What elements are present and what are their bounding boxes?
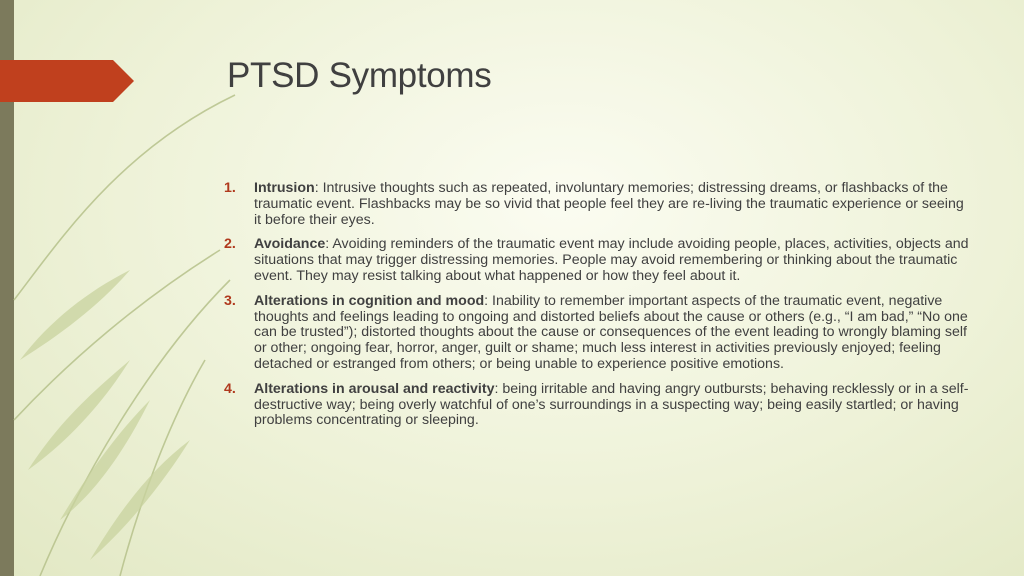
item-description: : Inability to remember important aspects of the traumatic event, negative thoughts and feelings leading to ongoing and distorted beliefs about the cause or others (e.g., “I am bad,” “No one can be trusted”); distorted thoughts about the cause or consequences of the event leading to wrongly blaming self or other; ongoing fear, horror, anger, guilt or shame; much less interest in activities previously enjoyed; feeling detached or estranged from others; or being unable to experience positive emotions. — [254, 292, 968, 372]
list-item — [224, 382, 969, 429]
item-number: 2. — [224, 236, 236, 253]
item-term: Alterations in arousal and reactivity — [254, 380, 495, 397]
item-term: Alterations in cognition and mood — [254, 292, 485, 309]
list-item — [224, 237, 969, 284]
list-item — [224, 181, 969, 228]
leaf-shape — [20, 270, 130, 360]
leaf-shape — [90, 440, 190, 560]
symptom-list — [224, 181, 969, 438]
stem-line — [14, 250, 220, 420]
stem-line — [14, 95, 235, 300]
list-item — [224, 294, 969, 373]
title-accent-arrow — [0, 60, 134, 102]
item-number: 4. — [224, 380, 236, 397]
item-term: Intrusion — [254, 180, 315, 196]
item-number: 1. — [224, 180, 236, 196]
stem-line — [120, 360, 205, 576]
item-description: : being irritable and having angry outbursts; behaving recklessly or in a self-destructive way; being overly watchful of one’s surroundings in a suspecting way; being easily startled; or having problems concentrating or sleeping. — [254, 380, 969, 429]
item-number: 3. — [224, 292, 236, 309]
item-term: Avoidance — [254, 236, 326, 253]
leaf-shape — [28, 360, 130, 470]
item-description: : Intrusive thoughts such as repeated, involuntary memories; distressing dreams, or flashbacks of the traumatic event. Flashbacks may be so vivid that people feel they are re-living the traumatic experience or seeing it before their eyes. — [254, 180, 964, 228]
stem-line — [40, 280, 230, 576]
leaf-shape — [60, 400, 150, 520]
item-description: : Avoiding reminders of the traumatic event may include avoiding people, places, activities, objects and situations that may trigger distressing memories. People may avoid remembering or thinking about the traumatic event. They may resist talking about what happened or how they feel about it. — [254, 236, 969, 284]
page-title: PTSD Symptoms — [227, 56, 492, 95]
